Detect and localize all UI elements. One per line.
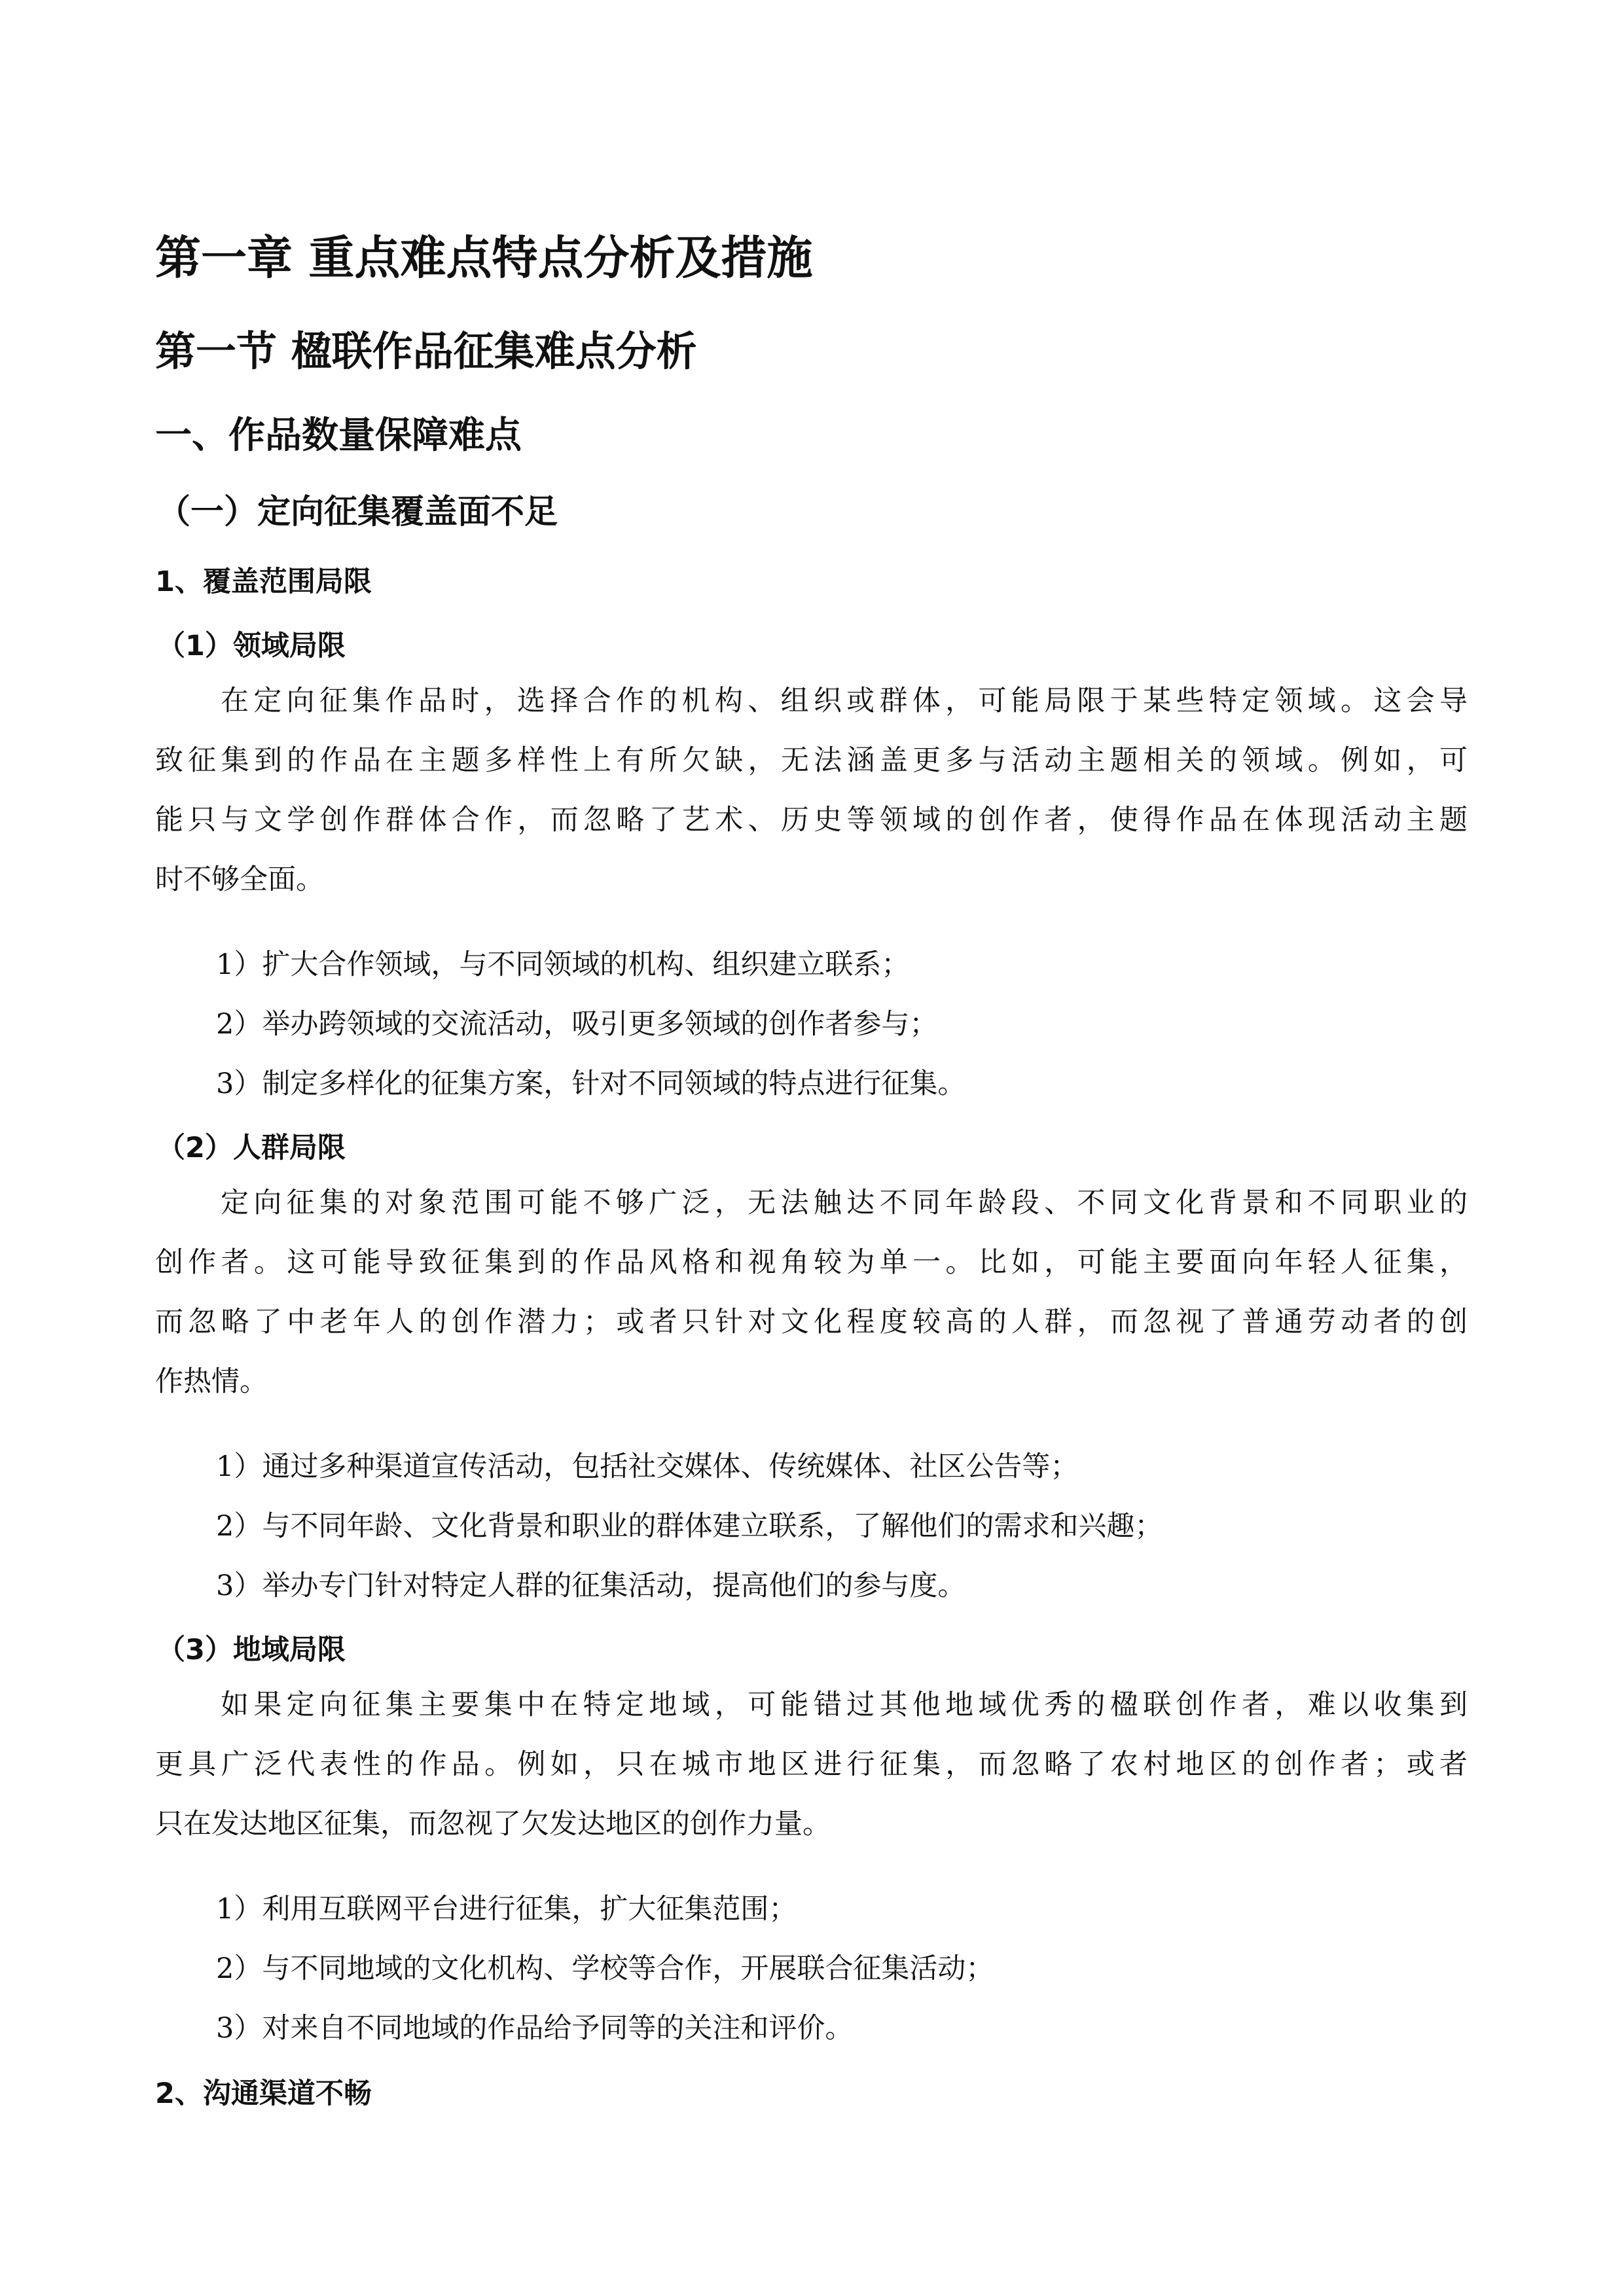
paragraph-line: 而忽略了中老年人的创作潜力；或者只针对文化程度较高的人群，而忽视了普通劳动者的创	[155, 1306, 1468, 1338]
paragraph-line: 在定向征集作品时，选择合作的机构、组织或群体，可能局限于某些特定领域。这会导	[221, 685, 1468, 717]
paragraph-line: 只在发达地区征集，而忽视了欠发达地区的创作力量。	[155, 1808, 831, 1840]
paragraph-line: 创作者。这可能导致征集到的作品风格和视角较为单一。比如，可能主要面向年轻人征集，	[155, 1246, 1468, 1279]
paragraph-line: 如果定向征集主要集中在特定地域，可能错过其他地域优秀的楹联创作者，难以收集到	[221, 1689, 1468, 1721]
paragraph-line: 致征集到的作品在主题多样性上有所欠缺，无法涵盖更多与活动主题相关的领域。例如，可	[155, 744, 1468, 777]
measure-item: 1）扩大合作领域，与不同领域的机构、组织建立联系；	[216, 948, 910, 981]
item-title: （3）地域局限	[157, 1634, 346, 1666]
topic-title-2: 2、沟通渠道不畅	[155, 2077, 372, 2110]
measure-item: 2）举办跨领域的交流活动，吸引更多领域的创作者参与；	[216, 1008, 938, 1041]
item-title: （1）领域局限	[157, 630, 346, 662]
measure-item: 3）对来自不同地域的作品给予同等的关注和评价。	[216, 2012, 854, 2045]
paragraph-line: 定向征集的对象范围可能不够广泛，无法触达不同年龄段、不同文化背景和不同职业的	[221, 1187, 1468, 1219]
chapter-title: 第一章 重点难点特点分析及措施	[155, 231, 813, 285]
measure-item: 2）与不同地域的文化机构、学校等合作，开展联合征集活动；	[216, 1952, 994, 1985]
measure-item: 1）通过多种渠道宣传活动，包括社交媒体、传统媒体、社区公告等；	[216, 1450, 1079, 1483]
item-title: （2）人群局限	[157, 1132, 346, 1164]
item-paragraph	[155, 1676, 1468, 1854]
paragraph-line: 时不够全面。	[155, 863, 324, 896]
topic-title-1: 1、覆盖范围局限	[155, 565, 372, 598]
paragraph-line: 作热情。	[155, 1365, 268, 1398]
paragraph-line: 能只与文学创作群体合作，而忽略了艺术、历史等领域的创作者，使得作品在体现活动主题	[155, 804, 1468, 836]
part-title: 一、作品数量保障难点	[155, 414, 522, 457]
measure-item: 3）制定多样化的征集方案，针对不同领域的特点进行征集。	[216, 1067, 966, 1100]
paragraph-line: 更具广泛代表性的作品。例如，只在城市地区进行征集，而忽略了农村地区的创作者；或者	[155, 1748, 1468, 1781]
measure-item: 1）利用互联网平台进行征集，扩大征集范围；	[216, 1893, 797, 1926]
item-paragraph	[155, 672, 1468, 910]
item-paragraph	[155, 1174, 1468, 1412]
section-title: 第一节 楹联作品征集难点分析	[155, 327, 697, 375]
subpart-title: （一）定向征集覆盖面不足	[157, 493, 558, 531]
measure-item: 2）与不同年龄、文化背景和职业的群体建立联系，了解他们的需求和兴趣；	[216, 1510, 1163, 1543]
measure-item: 3）举办专门针对特定人群的征集活动，提高他们的参与度。	[216, 1570, 966, 1602]
